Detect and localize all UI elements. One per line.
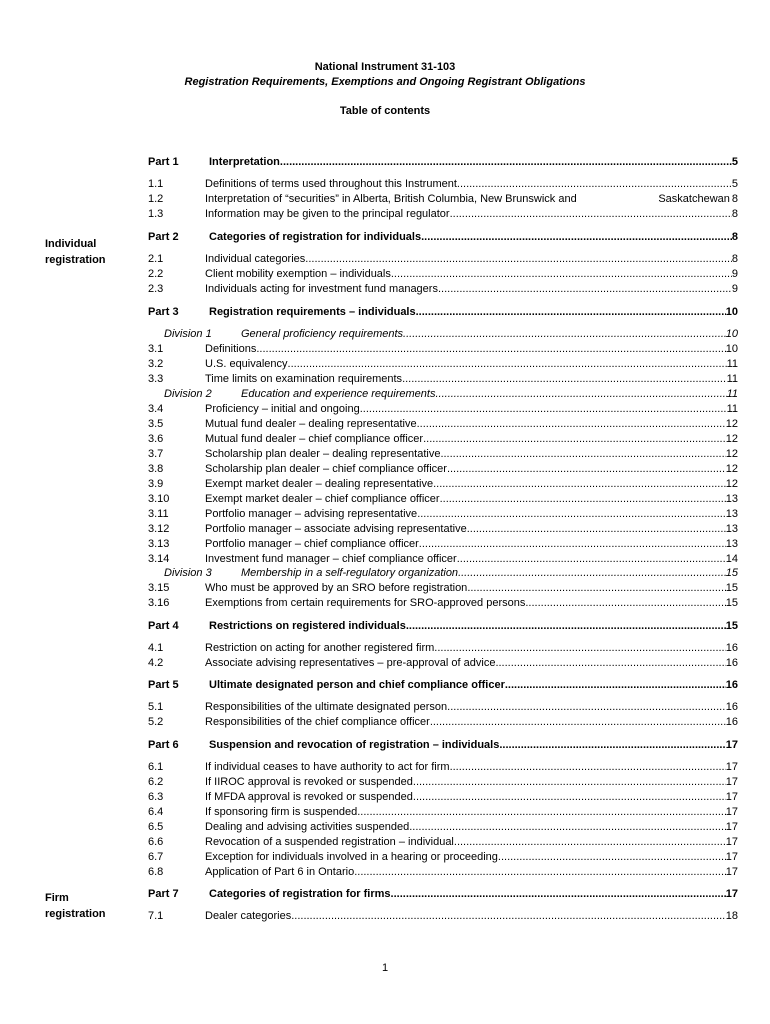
toc-entry-title: Definitions of terms used throughout this Instrument [205, 178, 457, 190]
toc-entry-page: 10 [725, 306, 738, 318]
toc-entry-number: 3.13 [148, 538, 170, 550]
toc-entry-body [205, 417, 738, 432]
toc-entry-title: If sponsoring firm is suspended [205, 806, 358, 818]
toc-entry-number: 6.7 [148, 851, 164, 863]
toc-entry-page: 16 [725, 701, 738, 713]
toc-entry[interactable] [148, 267, 738, 282]
dot-leader [450, 207, 732, 222]
toc-entry[interactable] [148, 581, 738, 596]
toc-entry-number: 6.4 [148, 806, 164, 818]
toc-entry-number: 6.2 [148, 776, 164, 788]
toc-entry-page: 8 [731, 253, 738, 265]
toc-entry-body [209, 305, 738, 320]
toc-entry-page: 12 [725, 418, 738, 430]
dot-leader [423, 432, 726, 447]
toc-entry[interactable] [148, 865, 738, 880]
toc-entry[interactable] [148, 447, 738, 462]
dot-leader [391, 267, 732, 282]
toc-entry-body [205, 282, 738, 297]
toc-entry-page: 9 [731, 268, 738, 280]
toc-entry-body [205, 835, 738, 850]
toc-entry-title: U.S. equivalency [205, 358, 288, 370]
dot-leader [357, 805, 726, 820]
toc-entry[interactable] [148, 537, 738, 552]
toc-entry-page: 11 [726, 388, 738, 400]
toc-entry-title: Restrictions on registered individuals [209, 620, 406, 632]
toc-entry-number: 4.2 [148, 657, 164, 669]
toc-heading: Table of contents [339, 105, 431, 117]
toc-entry[interactable] [148, 342, 738, 357]
toc-entry-body [241, 566, 738, 581]
toc-entry-body [205, 192, 738, 207]
dot-leader [305, 252, 732, 267]
toc-entry-number: 5.2 [148, 716, 164, 728]
dot-leader [438, 282, 732, 297]
toc-entry-body [205, 596, 738, 611]
toc-entry-page: 17 [725, 776, 738, 788]
toc-entry-body [205, 462, 738, 477]
dot-leader [447, 462, 726, 477]
toc-entry-number: 3.4 [148, 403, 164, 415]
toc-entry-page: 17 [725, 888, 738, 900]
toc-entry[interactable] [148, 432, 738, 447]
toc-entry-page: 15 [725, 567, 738, 579]
toc-entry-title: Investment fund manager – chief compliance officer [205, 553, 457, 565]
toc-entry-title: Mutual fund dealer – chief compliance officer [205, 433, 424, 445]
toc-entry-number: Division 1 [164, 328, 212, 340]
dot-leader [413, 790, 726, 805]
document-title: National Instrument 31-103 [314, 61, 456, 73]
toc-entry[interactable] [148, 656, 738, 671]
toc-entry[interactable] [148, 462, 738, 477]
dot-leader [505, 678, 726, 693]
toc-entry-title: Restriction on acting for another registered firm [205, 642, 435, 654]
toc-entry[interactable] [148, 760, 738, 775]
toc-entry-body [205, 522, 738, 537]
toc-entry-number: Part 5 [148, 679, 179, 691]
toc-entry-title: Who must be approved by an SRO before registration [205, 582, 468, 594]
toc-entry-body [205, 790, 738, 805]
toc-entry-page: 17 [725, 761, 738, 773]
dot-leader [447, 700, 726, 715]
toc-entry-number: 1.3 [148, 208, 164, 220]
dot-leader [288, 357, 727, 372]
toc-entry[interactable] [148, 207, 738, 222]
toc-entry-body [205, 177, 738, 192]
dot-leader [413, 775, 726, 790]
toc-entry-body [205, 775, 738, 790]
toc-entry-body [205, 372, 738, 387]
toc-entry-title-part-b: Saskatchewan [658, 193, 730, 205]
toc-entry-body [209, 619, 738, 634]
toc-entry-body [209, 738, 738, 753]
toc-entry-title: Client mobility exemption – individuals [205, 268, 391, 280]
toc-entry-title: If MFDA approval is revoked or suspended [205, 791, 413, 803]
toc-entry-title: Individual categories [205, 253, 306, 265]
toc-entry-page: 17 [725, 866, 738, 878]
toc-entry-number: 6.5 [148, 821, 164, 833]
toc-entry-number: 7.1 [148, 910, 164, 922]
side-label-line: registration [45, 908, 106, 920]
dot-leader [467, 522, 726, 537]
toc-entry-title: Dealing and advising activities suspended [205, 821, 410, 833]
dot-leader [417, 417, 726, 432]
toc-entry-body [205, 820, 738, 835]
toc-entry-number: 6.6 [148, 836, 164, 848]
toc-entry-number: Part 3 [148, 306, 179, 318]
toc-entry-title: Individuals acting for investment fund managers [205, 283, 438, 295]
toc-entry-page: 15 [725, 582, 738, 594]
toc-part-entry[interactable] [148, 230, 738, 245]
toc-entry-number: 3.9 [148, 478, 164, 490]
toc-entry-title: Dealer categories [205, 910, 292, 922]
dot-leader [458, 566, 726, 581]
toc-part-entry[interactable] [148, 305, 738, 320]
toc-division-entry[interactable] [148, 387, 738, 402]
toc-entry-body [205, 477, 738, 492]
toc-entry-body [209, 230, 738, 245]
toc-entry-title: Suspension and revocation of registration – individuals [209, 739, 500, 751]
toc-entry-title [205, 192, 732, 207]
toc-entry-title: Responsibilities of the ultimate designated person [205, 701, 448, 713]
toc-entry-body [205, 700, 738, 715]
toc-entry-title: Categories of registration for individuals [209, 231, 422, 243]
toc-entry-title: Education and experience requirements [241, 388, 436, 400]
dot-leader [280, 155, 732, 170]
toc-part-entry[interactable] [148, 155, 738, 170]
toc-entry-title: Portfolio manager – advising representative [205, 508, 418, 520]
toc-entry[interactable] [148, 715, 738, 730]
dot-leader [291, 909, 726, 924]
toc-entry[interactable] [148, 596, 738, 611]
toc-entry-page: 8 [731, 231, 738, 243]
toc-entry-number: 2.1 [148, 253, 164, 265]
dot-leader [525, 596, 725, 611]
toc-entry-body [205, 641, 738, 656]
toc-entry-body [205, 447, 738, 462]
toc-entry-number: 3.10 [148, 493, 170, 505]
side-label-individual-registration [45, 236, 106, 268]
toc-entry-body [205, 252, 738, 267]
toc-entry-page: 17 [725, 836, 738, 848]
toc-entry-title: Scholarship plan dealer – chief compliance officer [205, 463, 447, 475]
toc-entry-number: Division 3 [164, 567, 212, 579]
toc-entry-number: Part 4 [148, 620, 179, 632]
toc-entry-page: 17 [725, 791, 738, 803]
side-label-line: Individual [45, 238, 97, 250]
toc-entry-number: 2.3 [148, 283, 164, 295]
toc-entry[interactable] [148, 492, 738, 507]
toc-entry-number: Part 6 [148, 739, 179, 751]
toc-entry-body [205, 909, 738, 924]
toc-entry[interactable] [148, 192, 738, 207]
toc-entry-body [205, 402, 738, 417]
toc-entry-number: 3.14 [148, 553, 170, 565]
toc-entry-body [241, 327, 738, 342]
toc-entry-title: Interpretation [209, 156, 280, 168]
dot-leader [391, 887, 726, 902]
toc-entry-number: 3.15 [148, 582, 170, 594]
toc-entry-title: Exempt market dealer – dealing representative [205, 478, 434, 490]
toc-entry-title: Ultimate designated person and chief compliance officer [209, 679, 505, 691]
toc-entry-number: 5.1 [148, 701, 164, 713]
toc-entry-page: 11 [726, 403, 738, 415]
toc-entry-title: Definitions [205, 343, 257, 355]
toc-entry-page: 14 [725, 553, 738, 565]
toc-entry-body [205, 507, 738, 522]
toc-entry-body [205, 552, 738, 567]
toc-entry[interactable] [148, 507, 738, 522]
toc-entry-page: 15 [725, 620, 738, 632]
toc-entry-body [205, 537, 738, 552]
toc-entry-number: 3.12 [148, 523, 170, 535]
toc-entry-number: 3.7 [148, 448, 164, 460]
dot-leader [495, 656, 725, 671]
side-label-line: registration [45, 254, 106, 266]
toc-entry-title: Proficiency – initial and ongoing [205, 403, 360, 415]
toc-entry-number: 4.1 [148, 642, 164, 654]
toc-entry-body [205, 850, 738, 865]
dot-leader [419, 537, 726, 552]
toc-entry-page: 16 [725, 657, 738, 669]
toc-entry-number: 3.8 [148, 463, 164, 475]
toc-entry[interactable] [148, 417, 738, 432]
toc-entry-number: Division 2 [164, 388, 212, 400]
toc-entry-title: Responsibilities of the chief compliance officer [205, 716, 430, 728]
dot-leader [409, 820, 726, 835]
toc-entry-title: Exempt market dealer – chief compliance officer [205, 493, 440, 505]
toc-entry-number: 3.1 [148, 343, 164, 355]
toc-entry-number: 1.1 [148, 178, 164, 190]
toc-entry[interactable] [148, 282, 738, 297]
side-label-firm-registration [45, 890, 106, 922]
toc-entry-number: 6.8 [148, 866, 164, 878]
toc-part-entry[interactable] [148, 619, 738, 634]
toc-entry-page: 11 [726, 358, 738, 370]
document-subtitle: Registration Requirements, Exemptions and Ongoing Registrant Obligations [184, 76, 586, 88]
dot-leader [417, 507, 726, 522]
toc-entry-number: 6.3 [148, 791, 164, 803]
toc-entry-body [205, 715, 738, 730]
toc-entry-title: Membership in a self-regulatory organization [241, 567, 459, 579]
toc-entry-page: 8 [731, 208, 738, 220]
dot-leader [457, 552, 726, 567]
dot-leader [433, 477, 726, 492]
dot-leader [403, 327, 726, 342]
toc-entry-body [209, 155, 738, 170]
dot-leader [406, 619, 726, 634]
toc-entry-page: 17 [725, 851, 738, 863]
dot-leader [402, 372, 727, 387]
toc-entry-number: 3.16 [148, 597, 170, 609]
dot-leader [416, 305, 726, 320]
toc-entry-page: 5 [731, 178, 738, 190]
dot-leader [435, 387, 726, 402]
toc-entry-number: 2.2 [148, 268, 164, 280]
toc-entry-number: 3.3 [148, 373, 164, 385]
toc-entry[interactable] [148, 909, 738, 924]
dot-leader [499, 738, 725, 753]
toc-entry-body [209, 678, 738, 693]
toc-entry-body [205, 342, 738, 357]
toc-division-entry[interactable] [148, 566, 738, 581]
toc-entry-page: 11 [726, 373, 738, 385]
toc-entry[interactable] [148, 820, 738, 835]
toc-entry-body [205, 432, 738, 447]
toc-part-entry[interactable] [148, 738, 738, 753]
toc-entry-title: Exemptions from certain requirements for SRO-approved persons [205, 597, 526, 609]
toc-entry-body [205, 492, 738, 507]
toc-entry[interactable] [148, 775, 738, 790]
toc-entry-title: Information may be given to the principal regulator [205, 208, 450, 220]
toc-entry-title: Associate advising representatives – pre-approval of advice [205, 657, 496, 669]
toc-entry-title: Revocation of a suspended registration – individual [205, 836, 454, 848]
toc-entry-number: 6.1 [148, 761, 164, 773]
toc-entry-title: Exception for individuals involved in a hearing or proceeding [205, 851, 498, 863]
toc-entry[interactable] [148, 850, 738, 865]
toc-part-entry[interactable] [148, 678, 738, 693]
toc-entry-page: 8 [731, 193, 738, 205]
toc-entry[interactable] [148, 641, 738, 656]
toc-entry-page: 13 [725, 523, 738, 535]
page-number: 1 [381, 962, 389, 974]
toc-entry-body [205, 357, 738, 372]
toc-part-entry[interactable] [148, 887, 738, 902]
dot-leader [440, 492, 726, 507]
toc-entry-title: Mutual fund dealer – dealing representative [205, 418, 417, 430]
toc-entry-page: 17 [725, 821, 738, 833]
toc-entry-body [205, 656, 738, 671]
toc-entry-title: Categories of registration for firms [209, 888, 391, 900]
toc-entry-page: 12 [725, 433, 738, 445]
toc-entry[interactable] [148, 357, 738, 372]
toc-entry-page: 5 [731, 156, 738, 168]
toc-entry-page: 17 [725, 739, 738, 751]
toc-entry[interactable] [148, 402, 738, 417]
toc-entry[interactable] [148, 805, 738, 820]
toc-entry[interactable] [148, 790, 738, 805]
toc-entry-body [205, 760, 738, 775]
side-label-line: Firm [45, 892, 69, 904]
dot-leader [430, 715, 726, 730]
toc-entry-body [205, 865, 738, 880]
toc-entry-title: Portfolio manager – associate advising representative [205, 523, 467, 535]
toc-entry-title: Time limits on examination requirements [205, 373, 403, 385]
toc-entry[interactable] [148, 177, 738, 192]
toc-entry-body [205, 207, 738, 222]
toc-entry-title: If individual ceases to have authority to act for firm [205, 761, 450, 773]
toc-entry[interactable] [148, 522, 738, 537]
toc-division-entry[interactable] [148, 327, 738, 342]
dot-leader [421, 230, 732, 245]
toc-entry-body [241, 387, 738, 402]
dot-leader [354, 865, 726, 880]
toc-entry-title-part-a: Interpretation of “securities” in Alberta, British Columbia, New Brunswick and [205, 193, 577, 205]
toc-entry-page: 12 [725, 478, 738, 490]
toc-entry-page: 17 [725, 806, 738, 818]
dot-leader [457, 177, 732, 192]
toc-entry-title: Registration requirements – individuals [209, 306, 416, 318]
toc-entry-page: 13 [725, 538, 738, 550]
toc-entry-body [205, 805, 738, 820]
toc-entry-title: If IIROC approval is revoked or suspended [205, 776, 413, 788]
toc-entry-title: General proficiency requirements [241, 328, 404, 340]
toc-entry-number: 3.11 [148, 508, 169, 520]
toc-entry-number: 1.2 [148, 193, 164, 205]
toc-entry[interactable] [148, 552, 738, 567]
toc-entry-title: Application of Part 6 in Ontario [205, 866, 355, 878]
toc-entry[interactable] [148, 252, 738, 267]
toc-entry-number: 3.6 [148, 433, 164, 445]
dot-leader [360, 402, 727, 417]
toc-entry-page: 16 [725, 679, 738, 691]
toc-entry-body [209, 887, 738, 902]
toc-entry-page: 16 [725, 716, 738, 728]
toc-entry[interactable] [148, 372, 738, 387]
toc-entry[interactable] [148, 835, 738, 850]
dot-leader [440, 447, 725, 462]
toc-entry-title: Portfolio manager – chief compliance officer [205, 538, 419, 550]
toc-entry-page: 13 [725, 508, 738, 520]
toc-entry-page: 12 [725, 448, 738, 460]
dot-leader [467, 581, 725, 596]
toc-entry-page: 15 [725, 597, 738, 609]
toc-entry-number: 3.2 [148, 358, 164, 370]
dot-leader [434, 641, 725, 656]
toc-entry-body [205, 581, 738, 596]
dot-leader [256, 342, 725, 357]
toc-entry-number: Part 7 [148, 888, 179, 900]
toc-entry-page: 12 [725, 463, 738, 475]
dot-leader [450, 760, 726, 775]
toc-entry-page: 18 [725, 910, 738, 922]
toc-entry-body [205, 267, 738, 282]
toc-entry[interactable] [148, 477, 738, 492]
toc-entry-page: 10 [725, 328, 738, 340]
toc-entry-number: Part 1 [148, 156, 179, 168]
dot-leader [498, 850, 726, 865]
toc-entry[interactable] [148, 700, 738, 715]
toc-entry-number: 3.5 [148, 418, 164, 430]
toc-entry-title: Scholarship plan dealer – dealing representative [205, 448, 441, 460]
toc-entry-page: 9 [731, 283, 738, 295]
dot-leader [454, 835, 726, 850]
toc-entry-page: 13 [725, 493, 738, 505]
toc-entry-page: 10 [725, 343, 738, 355]
toc-entry-number: Part 2 [148, 231, 179, 243]
toc-entry-page: 16 [725, 642, 738, 654]
